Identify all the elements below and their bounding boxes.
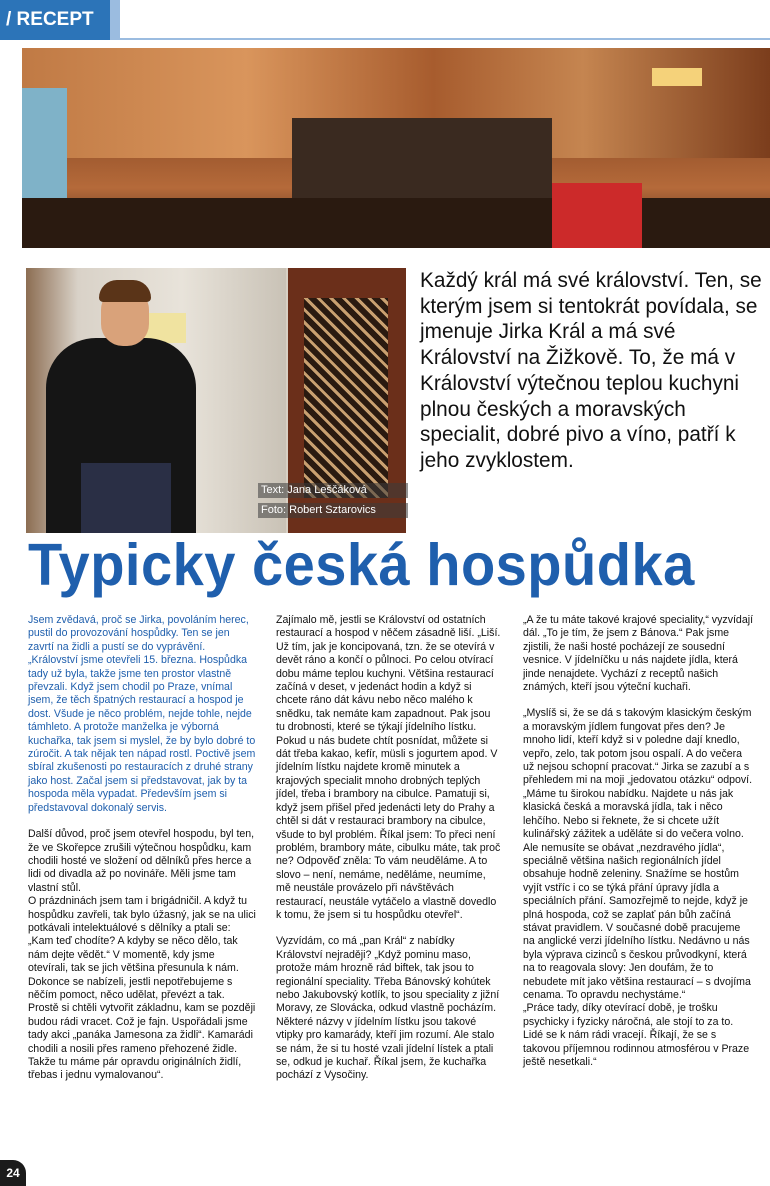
header-rule — [120, 38, 770, 40]
body-paragraph: Vyzvídám, co má „pan Král“ z nabídky Království nejraději? „Když pominu maso, protože mám hrozně rád biftek, tak jsou to regionální speciality. Třeba Bánovský kohútek nebo Jakubovský kotlík, to jsou speciality z jižní Moravy, ze Slovácka, odkud vlastně pocházím. Některé názvy v jídelním lístku jsou takové vtipky pro kamarády, kteří jim rozumí. Ale stalo se nám, že si tu hosté vzali jídelní lístek a ptali se, odkud je kuchař. Říkal jsem, že kuchařka pochází z Vysočiny. — [276, 935, 500, 1082]
intro-paragraph: Jsem zvědavá, proč se Jirka, povoláním herec, pustil do provozování hospůdky. Ten se jen zavrtí na židli a pustí se do vyprávění. „Království jsme otevřeli 15. března. Hospůdka tady už byla, takže jsme ten prostor vlastně převzali. Když jsem chodil po Praze, vnímal jsem, že těch špatných restaurací a hospod je dost. Všude je něco problém, nejde tohle, nejde támhleto. A protože manželka je výborná kuchařka, tak jsem si myslel, že by bylo dobré to zúročit. A tak nějak ten nápad rostl. Poctivě jsem sbíral zkušenosti po restauracích z druhé strany jako host. Začal jsem si představovat, jak by ta hospoda měla vypadat. Především jsem si představoval dokonalý servis. — [28, 614, 256, 814]
page-number: 24 — [0, 1160, 26, 1186]
portrait-man-hair — [99, 280, 151, 302]
photo-floor — [22, 198, 770, 248]
body-paragraph: Další důvod, proč jsem otevřel hospodu, byl ten, že ve Skořepce zrušili výtečnou hospůdku, kam chodili hosté ve složení od dělníků přes herce a lidi od divadla až po novináře. Měli jsme tam vlastní stůl. — [28, 828, 255, 894]
lead-paragraph: Každý král má své království. Ten, se kterým jsem si tentokrát povídala, se jmenuje Jirka Král a má své Království na Žižkově. To, že má v Království výtečnou teplou kuchyni plnou českých a moravských specialit, dobré pivo a víno, patří k jeho zvyklostem. — [420, 269, 762, 472]
photo-lamp — [652, 68, 702, 86]
body-paragraph: O prázdninách jsem tam i brigádničil. A když tu hospůdku zavřeli, tak bylo úžasný, jak se na ulici potkávali intelektuálové s dělníky a ptali se: „Kam teď chodíte? A kdyby se něco dělo, tak nám dejte vědět.“ V momentě, kdy jsme otevírali, tak se jich většina přesunula k nám. Dokonce se nabízeli, jestli nepotřebujeme s něčím pomoct, něco udělat, převézt a tak. Prostě si chtěli vytvořit základnu, kam se později budou rádi vracet. Což je fajn. Uspořádali jsme tady akci „panáka Jamesona za židli“. Kamarádi chodili a nosili přes rameno přehozené židle. Takže tu máme pár opravdu originálních židlí, třebas i jednu vymalovanou“. — [28, 895, 256, 1082]
photo-fridge — [552, 183, 642, 248]
body-paragraph: „Práce tady, díky otevírací době, je trošku psychicky i fyzicky náročná, ale stojí to za to. Lidé se k nám rádi vracejí. Říkají, že se s takovou příjemnou rodinnou atmosférou v Praze ještě nesetkali.“ — [523, 1002, 750, 1068]
section-label: / RECEPT — [0, 0, 120, 40]
body-paragraph: Zajímalo mě, jestli se Království od ostatních restaurací a hospod v něčem zásadně liší. „Liší. Už tím, jak je koncipovaná, tzn. že se otevírá v devět ráno a končí o půlnoci. Po celou otvírací dobu máme teplou kuchyni. Většina restaurací začíná v deset, v jedenáct hodin a když si chcete ráno dát kávu nebo něco malého k snědku, tak nemáte kam zapadnout. Pak jsou tu drobnosti, které se týkají jídelního lístku. Pokud u nás budete chtít posnídat, můžete si dát třeba kakao, kefír, müsli s jogurtem apod. V jídelním lístku najdete kromě minutek a krajových specialit mnoho drobných teplých jídel, třeba i brambory na cibulce. Pamatuji si, když jsem přišel před jedenácti lety do Prahy a chtěl si dát v restauraci brambory na cibulce, všude to byl problém. Říkal jsem: To přeci není problém, brambory máte, cibulku máte, tak proč ne? Odpověď zněla: To vám neuděláme. A to slovo – není, nemáme, neděláme, neumíme, mě neustále provázelo při návštěvách restaurací, neustále vytáčelo a vlastně dovedlo k tomu, že jsem si tu hospůdku otevřel“. — [276, 614, 501, 921]
text-credit: Text: Jana Leščáková — [258, 483, 408, 498]
portrait-door-grille — [304, 298, 388, 498]
body-paragraph: „Myslíš si, že se dá s takovým klasickým českým a moravským jídlem fungovat přes den? Je mnoho lidí, kteří když si v poledne dají knedlo, vepřo, zelo, tak potom jsou ospalí. A do večera už nejsou schopní pracovat.“ Jirka se zazubí a s přehledem mi na moji „jedovatou otázku“ odpoví. „Máme tu širokou nabídku. Najdete u nás jak klasická česká a moravská jídla, tak i něco lehčího. Nebo si řeknete, že si chcete užít kulinářský zážitek a uděláte si do večera volno. Ale nemusíte se obávat „nezdravého jídla“, speciálně většina našich regionálních jídel obsahuje hodně zeleniny. Snažíme se hostům vyjít vstříc i co se týká přání úpravy jídla a speciálních přání. Samozřejmě to nejde, když je plná hospoda, což se zaplať pán bůh začíná stávat pravidlem. V současné době pracujeme na anglické verzi jídelního lístku. Nedávno u nás byla výprava cizinců s českou průvodkyní, která na to reagovala slovy: Jen doufám, že to nebudete mít jako většina restaurací – s dvojíma cenama. To opravdu nechystáme.“ — [523, 707, 753, 1001]
body-paragraph: „A že tu máte takové krajové speciality,“ vyzvídají dál. „To je tím, že jsem z Bánova.“ Pak jsme zjistili, že naši hosté pocházejí ze sousední vesnice. V jídelníčku u nás najdete jídla, která jinde nenajdete. Vychází z receptů našich známých, kteří jsou výteční kuchaři. — [523, 614, 754, 694]
column-2 — [276, 614, 501, 1083]
restaurant-interior-photo — [22, 48, 770, 248]
column-3 — [523, 614, 753, 1069]
photo-credit: Foto: Robert Sztarovics — [258, 503, 408, 518]
article-headline: Typicky česká hospůdka — [28, 532, 695, 598]
portrait-man-jeans — [81, 463, 171, 533]
column-1 — [28, 614, 256, 1083]
